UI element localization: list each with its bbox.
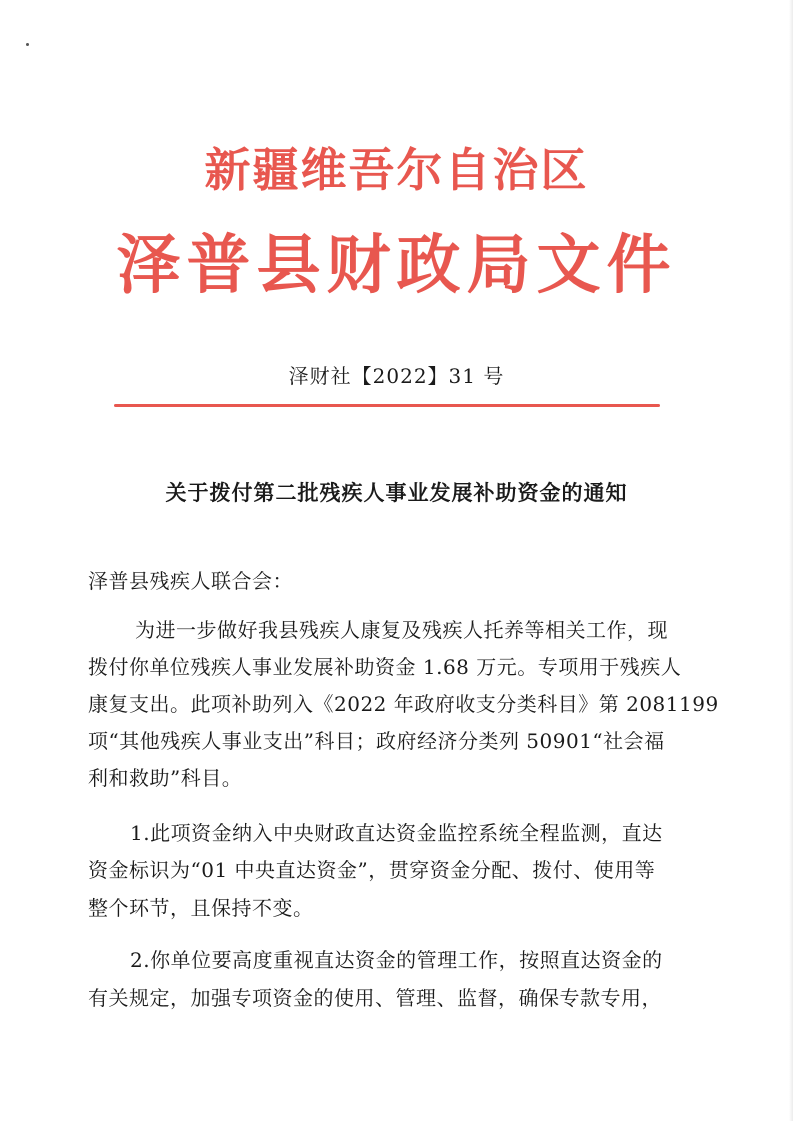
scan-speck bbox=[26, 43, 29, 46]
paragraph-2-line: 整个环节，且保持不变。 bbox=[88, 896, 314, 920]
paragraph-2-line: 1.此项资金纳入中央财政直达资金监控系统全程监测，直达 bbox=[130, 821, 663, 845]
red-separator-line bbox=[114, 404, 660, 407]
issuer-office-heading: 泽普县财政局文件 bbox=[116, 228, 677, 303]
paragraph-1-line: 项“其他残疾人事业支出”科目；政府经济分类列 50901“社会福 bbox=[88, 729, 665, 753]
paragraph-1-line: 利和救助”科目。 bbox=[88, 766, 243, 790]
salutation: 泽普县残疾人联合会： bbox=[88, 569, 293, 593]
paragraph-1-line: 康复支出。此项补助列入《2022 年政府收支分类科目》第 2081199 bbox=[88, 692, 719, 716]
paragraph-1-line: 拨付你单位残疾人事业发展补助资金 1.68 万元。专项用于残疾人 bbox=[88, 655, 682, 679]
paragraph-3-line: 有关规定，加强专项资金的使用、管理、监督，确保专款专用， bbox=[88, 986, 662, 1010]
paragraph-1-line: 为进一步做好我县残疾人康复及残疾人托养等相关工作，现 bbox=[135, 618, 668, 642]
document-number: 泽财社【2022】31 号 bbox=[288, 364, 505, 388]
paragraph-3-line: 2.你单位要高度重视直达资金的管理工作，按照直达资金的 bbox=[130, 948, 663, 972]
issuer-region-heading: 新疆维吾尔自治区 bbox=[204, 143, 589, 197]
paragraph-2-line: 资金标识为“01 中央直达资金”，贯穿资金分配、拨付、使用等 bbox=[88, 858, 656, 882]
document-title: 关于拨付第二批残疾人事业发展补助资金的通知 bbox=[165, 481, 628, 505]
